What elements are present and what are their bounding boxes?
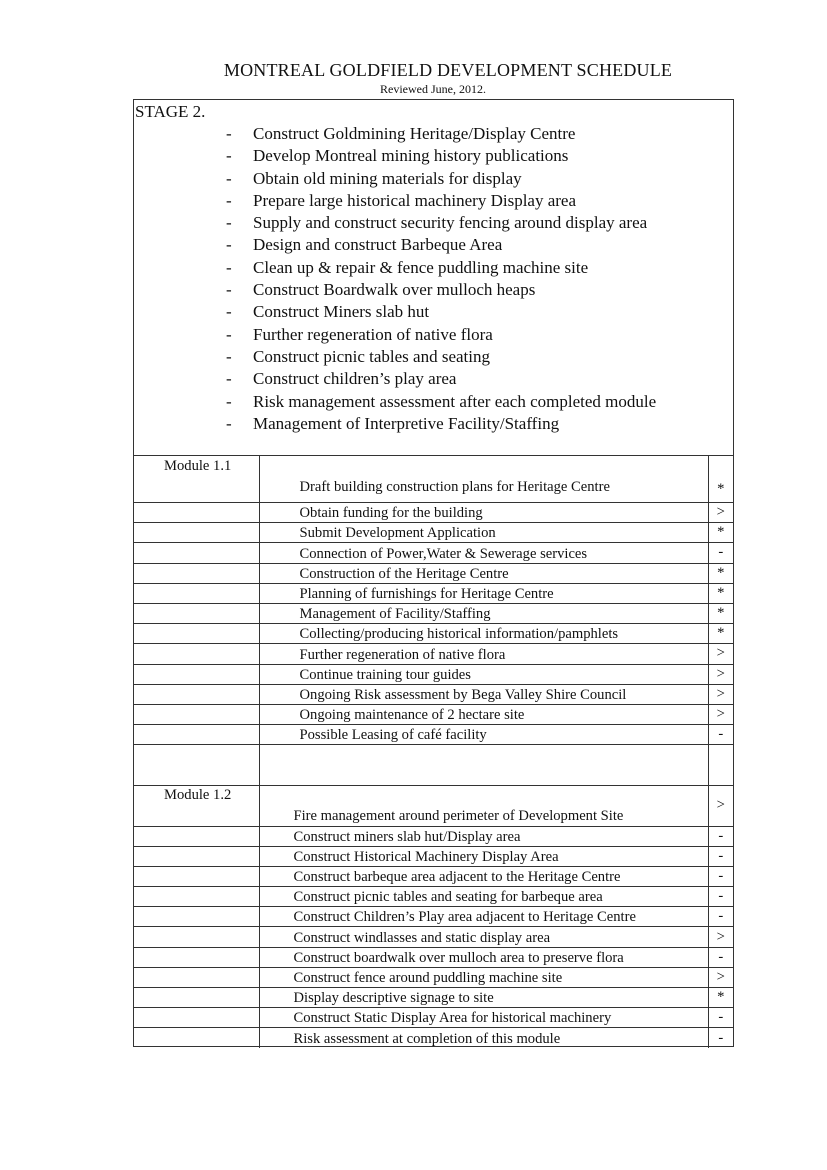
task-cell: Draft building construction plans for Heritage Centre — [259, 456, 708, 503]
empty-cell — [134, 704, 259, 724]
empty-cell — [134, 1028, 259, 1048]
stage-item-text: Prepare large historical machinery Display area — [253, 190, 577, 210]
empty-cell — [134, 583, 259, 603]
stage-item — [226, 234, 656, 256]
bullet-dash: - — [226, 146, 232, 166]
bullet-dash: - — [226, 324, 232, 344]
task-cell: Fire management around perimeter of Development Site — [259, 785, 708, 826]
table-row — [134, 603, 733, 623]
task-cell: Risk assessment at completion of this module — [259, 1028, 708, 1048]
stage-item — [226, 257, 656, 279]
empty-cell — [134, 927, 259, 947]
table-row — [134, 624, 733, 644]
bullet-dash: - — [226, 190, 232, 210]
stage-item-text: Develop Montreal mining history publications — [253, 146, 569, 166]
table-row — [134, 523, 733, 543]
status-mark: > — [708, 684, 733, 704]
table-row — [134, 664, 733, 684]
schedule-table — [133, 99, 734, 1047]
spacer-row — [134, 745, 733, 786]
empty-cell — [134, 988, 259, 1008]
status-mark: > — [708, 927, 733, 947]
status-mark: * — [708, 456, 733, 503]
table-row — [134, 1028, 733, 1048]
empty-cell — [134, 523, 259, 543]
bullet-dash: - — [226, 168, 232, 188]
status-mark: - — [708, 907, 733, 927]
task-cell: Construct windlasses and static display area — [259, 927, 708, 947]
empty-cell — [134, 684, 259, 704]
task-cell: Obtain funding for the building — [259, 503, 708, 523]
stage-item — [226, 145, 656, 167]
bullet-dash: - — [226, 124, 232, 143]
document-title: MONTREAL GOLDFIELD DEVELOPMENT SCHEDULE — [223, 60, 673, 80]
stage-item — [226, 346, 656, 368]
table-row — [134, 887, 733, 907]
empty-cell — [134, 887, 259, 907]
empty-cell — [708, 745, 733, 786]
empty-cell — [259, 745, 708, 786]
bullet-dash: - — [226, 257, 232, 277]
task-cell: Connection of Power,Water & Sewerage services — [259, 543, 708, 563]
stage-item — [226, 190, 656, 212]
task-cell: Construct barbeque area adjacent to the Heritage Centre — [259, 866, 708, 886]
bullet-dash: - — [226, 413, 232, 433]
bullet-dash: - — [226, 346, 232, 366]
status-mark: * — [708, 624, 733, 644]
empty-cell — [134, 603, 259, 623]
empty-cell — [134, 907, 259, 927]
status-mark: > — [708, 644, 733, 664]
stage-item-text: Construct picnic tables and seating — [253, 346, 490, 366]
table-row — [134, 684, 733, 704]
table-row — [134, 725, 733, 745]
bullet-dash: - — [226, 391, 232, 411]
empty-cell — [134, 664, 259, 684]
stage-item-text: Construct Boardwalk over mulloch heaps — [253, 280, 536, 300]
empty-cell — [134, 866, 259, 886]
task-cell: Planning of furnishings for Heritage Centre — [259, 583, 708, 603]
stage-item-text: Construct children’s play area — [253, 369, 457, 389]
status-mark: - — [708, 947, 733, 967]
table-row — [134, 846, 733, 866]
task-cell: Collecting/producing historical information/pamphlets — [259, 624, 708, 644]
module-1-1-table — [134, 455, 733, 786]
empty-cell — [134, 563, 259, 583]
task-cell: Construct boardwalk over mulloch area to preserve flora — [259, 947, 708, 967]
task-cell: Submit Development Application — [259, 523, 708, 543]
stage-item — [226, 212, 656, 234]
table-row — [134, 967, 733, 987]
stage-item-text: Supply and construct security fencing around display area — [253, 213, 648, 233]
task-cell: Construct Historical Machinery Display Area — [259, 846, 708, 866]
status-mark: * — [708, 603, 733, 623]
stage-item-text: Management of Interpretive Facility/Staffing — [253, 413, 560, 433]
stage-list — [226, 123, 656, 435]
empty-cell — [134, 624, 259, 644]
status-mark: - — [708, 1008, 733, 1028]
status-mark: - — [708, 1028, 733, 1048]
table-row — [134, 583, 733, 603]
stage-label: STAGE 2. — [135, 102, 206, 121]
stage-item-text: Clean up & repair & fence puddling machine site — [253, 257, 589, 277]
stage-item — [226, 368, 656, 390]
task-cell: Construction of the Heritage Centre — [259, 563, 708, 583]
task-cell: Continue training tour guides — [259, 664, 708, 684]
stage-item — [226, 279, 656, 301]
empty-cell — [134, 826, 259, 846]
stage-item — [226, 413, 656, 435]
stage-item — [226, 324, 656, 346]
status-mark: - — [708, 887, 733, 907]
table-row — [134, 826, 733, 846]
stage-item-text: Construct Goldmining Heritage/Display Centre — [253, 124, 576, 143]
status-mark: > — [708, 664, 733, 684]
bullet-dash: - — [226, 302, 232, 322]
empty-cell — [134, 725, 259, 745]
table-row — [134, 563, 733, 583]
status-mark: - — [708, 826, 733, 846]
stage-item — [226, 391, 656, 413]
status-mark: - — [708, 866, 733, 886]
bullet-dash: - — [226, 235, 232, 255]
stage-item-text: Design and construct Barbeque Area — [253, 235, 503, 255]
task-cell: Display descriptive signage to site — [259, 988, 708, 1008]
task-cell: Construct picnic tables and seating for barbeque area — [259, 887, 708, 907]
task-cell: Construct Children’s Play area adjacent to Heritage Centre — [259, 907, 708, 927]
empty-cell — [134, 644, 259, 664]
empty-cell — [134, 503, 259, 523]
status-mark: > — [708, 704, 733, 724]
stage-item-text: Construct Miners slab hut — [253, 302, 430, 322]
table-row — [134, 947, 733, 967]
table-row — [134, 456, 733, 503]
status-mark: * — [708, 583, 733, 603]
status-mark: * — [708, 563, 733, 583]
table-row — [134, 866, 733, 886]
review-date: Reviewed June, 2012. — [380, 82, 486, 96]
bullet-dash: - — [226, 280, 232, 300]
stage-item-text: Risk management assessment after each completed module — [253, 391, 657, 411]
task-cell: Further regeneration of native flora — [259, 644, 708, 664]
table-row — [134, 704, 733, 724]
status-mark: - — [708, 846, 733, 866]
table-row — [134, 543, 733, 563]
table-row — [134, 785, 733, 826]
table-row — [134, 503, 733, 523]
status-mark: * — [708, 988, 733, 1008]
empty-cell — [134, 846, 259, 866]
task-cell: Construct miners slab hut/Display area — [259, 826, 708, 846]
status-mark: - — [708, 543, 733, 563]
task-cell: Ongoing maintenance of 2 hectare site — [259, 704, 708, 724]
stage-item — [226, 123, 656, 145]
stage-item — [226, 301, 656, 323]
status-mark: > — [708, 785, 733, 826]
table-row — [134, 927, 733, 947]
table-row — [134, 644, 733, 664]
task-cell: Ongoing Risk assessment by Bega Valley Shire Council — [259, 684, 708, 704]
stage-section — [134, 100, 733, 456]
module-name: Module 1.1 — [134, 456, 259, 503]
stage-item — [226, 168, 656, 190]
stage-item-text: Obtain old mining materials for display — [253, 168, 522, 188]
task-cell: Management of Facility/Staffing — [259, 603, 708, 623]
module-name: Module 1.2 — [134, 785, 259, 826]
empty-cell — [134, 1008, 259, 1028]
status-mark: * — [708, 523, 733, 543]
bullet-dash: - — [226, 369, 232, 389]
task-cell: Construct Static Display Area for historical machinery — [259, 1008, 708, 1028]
status-mark: > — [708, 967, 733, 987]
stage-item-text: Further regeneration of native flora — [253, 324, 493, 344]
table-row — [134, 907, 733, 927]
module-1-2-table — [134, 785, 733, 1048]
bullet-dash: - — [226, 213, 232, 233]
empty-cell — [134, 745, 259, 786]
status-mark: - — [708, 725, 733, 745]
task-cell: Construct fence around puddling machine site — [259, 967, 708, 987]
empty-cell — [134, 543, 259, 563]
status-mark: > — [708, 503, 733, 523]
table-row — [134, 1008, 733, 1028]
empty-cell — [134, 947, 259, 967]
empty-cell — [134, 967, 259, 987]
table-row — [134, 988, 733, 1008]
task-cell: Possible Leasing of café facility — [259, 725, 708, 745]
